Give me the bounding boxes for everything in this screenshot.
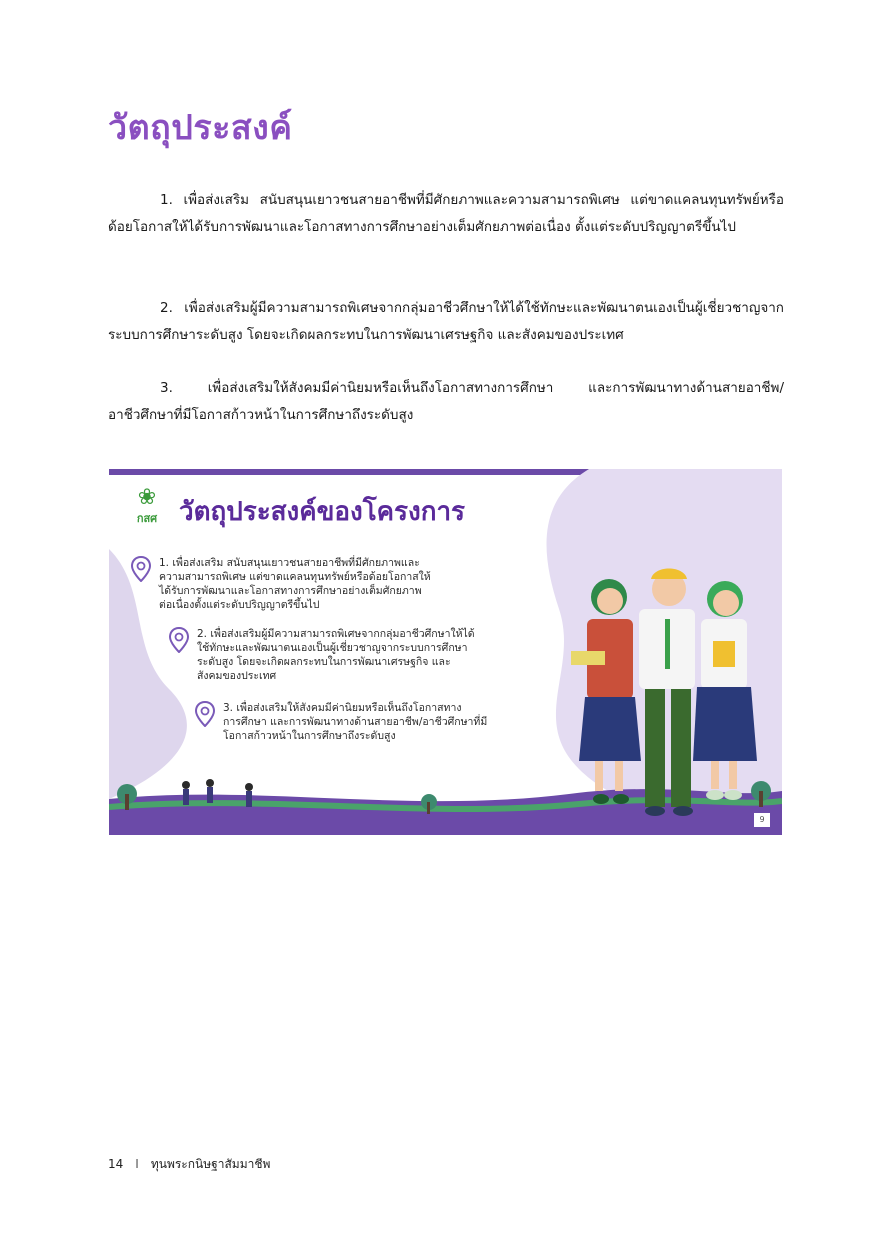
slide-objective-1-line: ได้รับการพัฒนาและโอกาสทางการศึกษาอย่างเต็มศักยภาพ xyxy=(159,585,422,597)
slide-objective-2-line: ใช้ทักษะและพัฒนาตนเองเป็นผู้เชี่ยวชาญจากระบบการศึกษา xyxy=(197,642,468,654)
location-pin-icon xyxy=(169,627,189,653)
location-pin-icon xyxy=(195,701,215,727)
slide-objective-1-line: 1. เพื่อส่งเสริม สนับสนุนเยาวชนสายอาชีพที่มีศักยภาพและ xyxy=(159,557,420,569)
slide-title: วัตถุประสงค์ของโครงการ xyxy=(179,497,466,527)
objective-paragraph-1: 1. เพื่อส่งเสริม สนับสนุนเยาวชนสายอาชีพที่มีศักยภาพและความสามารถพิเศษ แต่ขาดแคลนทุนทรัพย์หรือด้อยโอกาสให้ได้รับการพัฒนาและโอกาสทางการศึกษาอย่างเต็มศักยภาพต่อเนื่อง ตั้งแต่ระดับปริญญาตรีขึ้นไป xyxy=(108,192,784,235)
slide-objective-2-line: สังคมของประเทศ xyxy=(197,670,277,682)
slide-objective-2-line: ระดับสูง โดยจะเกิดผลกระทบในการพัฒนาเศรษฐกิจ และ xyxy=(197,656,451,668)
objective-paragraph-2: 2. เพื่อส่งเสริมผู้มีความสามารถพิเศษจากกลุ่มอาชีวศึกษาให้ได้ใช้ทักษะและพัฒนาตนเองเป็นผู้เชี่ยวชาญจากระบบการศึกษาระดับสูง โดยจะเกิดผลกระทบในการพัฒนาเศรษฐกิจ และสังคมของประเทศ xyxy=(108,300,784,343)
footer-separator: I xyxy=(135,1157,139,1171)
slide-objective-3-line: การศึกษา และการพัฒนาทางด้านสายอาชีพ/อาชีวศึกษาที่มี xyxy=(223,716,488,728)
location-pin-icon xyxy=(131,556,151,582)
objectives-slide-image xyxy=(109,469,782,835)
slide-objective-1-line: ต่อเนื่องตั้งแต่ระดับปริญญาตรีขึ้นไป xyxy=(159,599,320,611)
page-footer xyxy=(108,1155,270,1174)
footer-page-number: 14 xyxy=(108,1157,124,1171)
kss-logo xyxy=(127,487,167,527)
slide-objective-1-line: ความสามารถพิเศษ แต่ขาดแคลนทุนทรัพย์หรือด้อยโอกาสให้ xyxy=(159,571,431,583)
page-title: วัตถุประสงค์ xyxy=(108,108,293,148)
footer-label: ทุนพระกนิษฐาสัมมาชีพ xyxy=(150,1157,271,1171)
slide-objective-3-line: 3. เพื่อส่งเสริมให้สังคมมีค่านิยมหรือเห็นถึงโอกาสทาง xyxy=(223,702,462,714)
slide-objective-2-line: 2. เพื่อส่งเสริมผู้มีความสามารถพิเศษจากกลุ่มอาชีวศึกษาให้ได้ xyxy=(197,628,475,640)
objective-paragraph-3: 3. เพื่อส่งเสริมให้สังคมมีค่านิยมหรือเห็นถึงโอกาสทางการศึกษา และการพัฒนาทางด้านสายอาชีพ/อาชีวศึกษาที่มีโอกาสก้าวหน้าในการศึกษาถึงระดับสูง xyxy=(108,380,784,423)
logo-text: กสศ xyxy=(136,512,158,525)
slide-objective-3-line: โอกาสก้าวหน้าในการศึกษาถึงระดับสูง xyxy=(223,730,396,742)
slide-page-number: 9 xyxy=(754,813,770,827)
logo-mark-icon: ❀ xyxy=(137,485,157,510)
